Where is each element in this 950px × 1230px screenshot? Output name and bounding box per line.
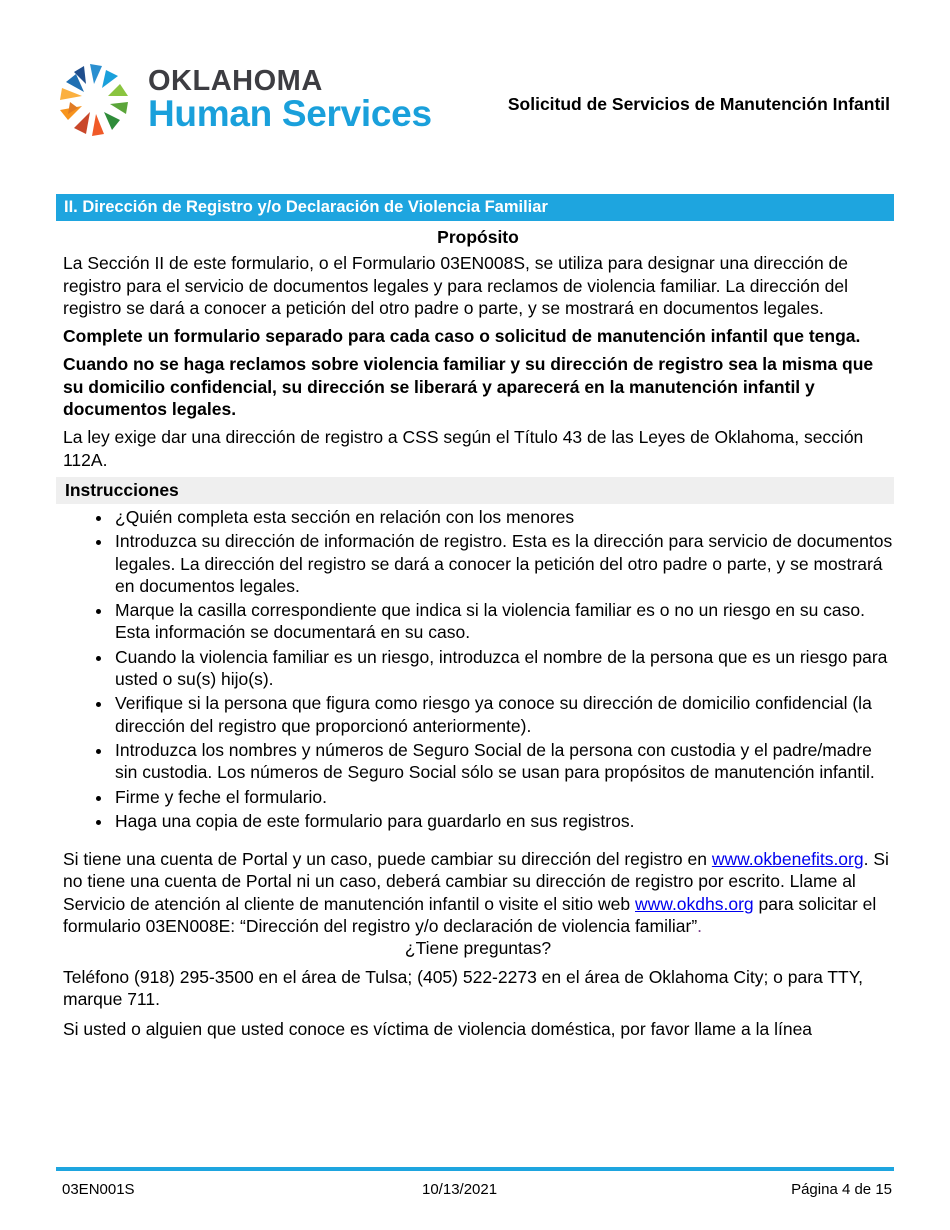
- section-title-bar: II. Dirección de Registro y/o Declaración de Violencia Familiar: [56, 194, 894, 221]
- questions-heading: ¿Tiene preguntas?: [404, 938, 552, 959]
- logo-name-text: Human Services: [148, 93, 432, 134]
- page-number: Página 4 de 15: [791, 1181, 892, 1198]
- purpose-paragraph: La Sección II de este formulario, o el Formulario 03EN008S, se utiliza para designar una dirección de registro para el servicio de documentos legales y para reclamos de violencia familiar. La dirección del registro se dará a conocer a petición del otro padre o parte, y se mostrará en documentos legales.: [63, 253, 849, 318]
- starburst-logo-icon: [56, 62, 136, 142]
- footer-divider: [56, 1167, 894, 1171]
- list-item: • Marque la casilla correspondiente que indica si la violencia familiar es o no un riesgo en su caso. Esta información se documentará en su caso.: [113, 599, 893, 644]
- purpose-heading: Propósito: [437, 227, 519, 247]
- list-item: • Haga una copia de este formulario para guardarlo en sus registros.: [113, 810, 893, 832]
- instructions-heading: Instrucciones: [56, 477, 894, 504]
- list-item: • Introduzca los nombres y números de Seguro Social de la persona con custodia y el padre/madre sin custodia. Los números de Seguro Social sólo se usan para propósitos de manutención infantil.: [113, 739, 893, 784]
- list-item: • Firme y feche el formulario.: [113, 786, 893, 808]
- okbenefits-link[interactable]: www.okbenefits.org: [711, 849, 864, 870]
- separate-form-note: Complete un formulario separado para cada caso o solicitud de manutención infantil que tenga.: [63, 326, 861, 347]
- page-header: [56, 60, 896, 150]
- list-item: • ¿Quién completa esta sección en relación con los menores: [113, 506, 893, 528]
- portal-text-2: . Si no tiene una cuenta de Portal ni un caso, deberá cambiar su dirección de registro por escrito. Llame al Servicio de atención al cliente de manutención infantil o visite el sitio web: [63, 849, 889, 914]
- okdhs-link[interactable]: www.okdhs.org: [635, 893, 754, 914]
- list-item: • Introduzca su dirección de información de registro. Esta es la dirección para servicio de documentos legales. La dirección del registro se dará a conocer la petición del otro padre o parte, y se mostrará en documentos legales.: [113, 530, 893, 597]
- oklahoma-human-services-logo: [56, 60, 441, 145]
- portal-text-4: .: [697, 916, 703, 937]
- portal-text-1: Si tiene una cuenta de Portal y un caso, puede cambiar su dirección del registro en: [63, 849, 712, 870]
- address-release-note: Cuando no se haga reclamos sobre violencia familiar y su dirección de registro sea la misma que su domicilio confidencial, su dirección se liberará y aparecerá en la manutención infantil y documentos legales.: [63, 354, 874, 420]
- document-title: Solicitud de Servicios de Manutención Infantil: [507, 94, 890, 114]
- list-item: • Verifique si la persona que figura como riesgo ya conoce su dirección de domicilio confidencial (la dirección del registro que proporcionó anteriormente).: [113, 692, 893, 737]
- logo-org-text: OKLAHOMA: [148, 65, 323, 97]
- instructions-list: [63, 506, 893, 832]
- domestic-violence-paragraph: Si usted o alguien que usted conoce es víctima de violencia doméstica, por favor llame a la línea: [63, 1019, 813, 1040]
- phone-paragraph: Teléfono (918) 295-3500 en el área de Tulsa; (405) 522-2273 en el área de Oklahoma City; o para TTY, marque 711.: [63, 966, 864, 1009]
- portal-text-3: para solicitar el formulario 03EN008E: “Dirección del registro y/o declaración de violencia familiar”: [63, 893, 877, 937]
- list-item: • Cuando la violencia familiar es un riesgo, introduzca el nombre de la persona que es un riesgo para usted o su(s) hijo(s).: [113, 646, 893, 691]
- portal-paragraph: [63, 848, 893, 937]
- main-content: [63, 226, 893, 1041]
- form-date: 10/13/2021: [422, 1181, 498, 1198]
- law-paragraph: La ley exige dar una dirección de registro a CSS según el Título 43 de las Leyes de Oklahoma, sección 112A.: [63, 427, 864, 470]
- form-number: 03EN001S: [62, 1181, 135, 1198]
